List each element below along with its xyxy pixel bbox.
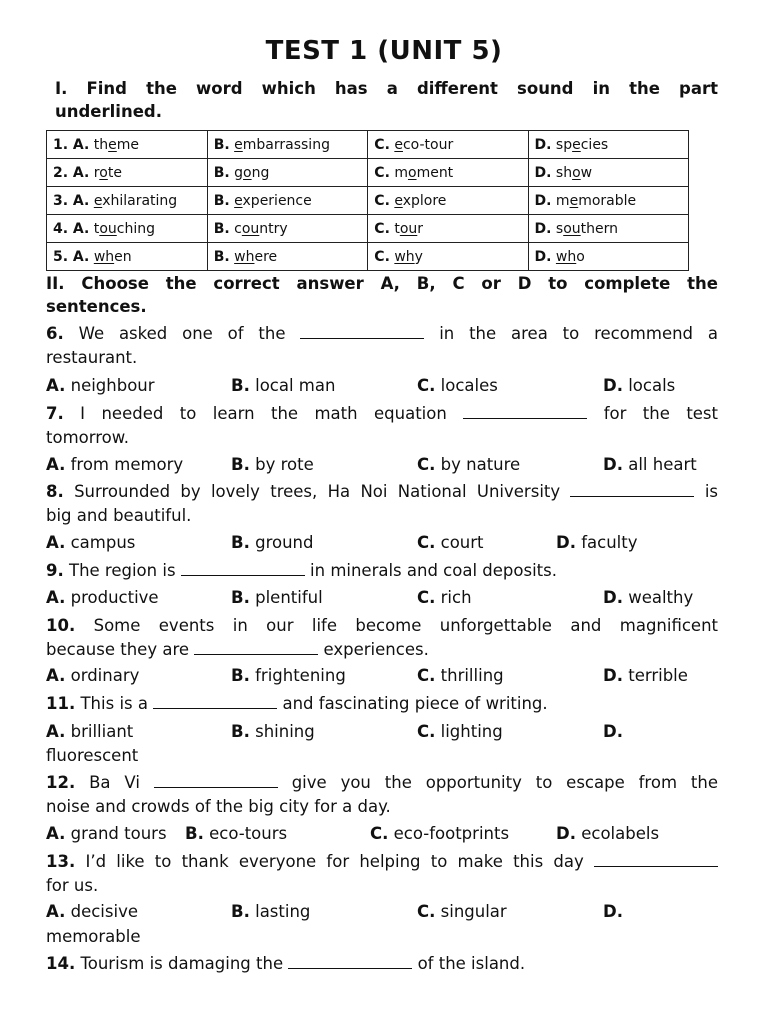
underlined-part: wh	[394, 248, 415, 265]
underlined-part: ou	[563, 220, 581, 237]
underlined-part: e	[234, 136, 243, 153]
question-number: 6.	[46, 324, 64, 343]
option-d[interactable]: ecolabels	[581, 824, 660, 843]
option-label: B.	[213, 192, 230, 209]
option-a[interactable]: decisive	[70, 902, 138, 921]
option-c[interactable]: rich	[440, 588, 472, 607]
answer-blank	[154, 773, 278, 788]
question-13: 13. I’d like to thank everyone for helping to make this day	[46, 850, 718, 873]
section-2-heading	[46, 272, 718, 318]
question-12-cont: noise and crowds of the big city for a day.	[46, 797, 391, 816]
option-label: B.	[213, 136, 230, 153]
option-b[interactable]: frightening	[255, 666, 346, 685]
table-cell[interactable]: B. where	[207, 243, 368, 271]
table-cell[interactable]: B. embarrassing	[207, 131, 368, 159]
option-d[interactable]: wealthy	[628, 588, 694, 607]
option-label: C.	[374, 192, 390, 209]
question-10: 10. Some events in our life become unforgettable and magnificent	[46, 616, 718, 635]
option-c[interactable]: by nature	[440, 455, 521, 474]
underlined-part: o	[99, 164, 108, 181]
question-number: 12.	[46, 773, 76, 792]
underlined-part: e	[93, 192, 103, 209]
underlined-part: e	[394, 136, 403, 153]
answer-blank	[288, 954, 412, 969]
option-label: 2. A.	[53, 164, 90, 181]
option-label: D.	[534, 220, 552, 237]
option-label: C.	[374, 248, 390, 265]
option-label: B.	[213, 220, 230, 237]
answer-blank	[594, 852, 718, 867]
option-b[interactable]: by rote	[255, 455, 314, 474]
table-cell[interactable]: 4. A. touching	[47, 215, 208, 243]
option-label: 5. A.	[53, 248, 90, 265]
question-14: 14. Tourism is damaging the of the island.	[46, 954, 526, 973]
question-13-option-d[interactable]: memorable	[46, 927, 141, 946]
section-2-heading-line1: II. Choose the correct answer A, B, C or D to complete the	[46, 274, 718, 293]
underlined-part: o	[407, 164, 417, 181]
option-a[interactable]: brilliant	[70, 722, 134, 741]
answer-blank	[300, 324, 424, 339]
option-d[interactable]: terrible	[628, 666, 688, 685]
option-c[interactable]: singular	[440, 902, 507, 921]
table-row	[47, 215, 689, 243]
underlined-part: ou	[99, 220, 117, 237]
question-8-cont: big and beautiful.	[46, 506, 192, 525]
option-c[interactable]: thrilling	[440, 666, 504, 685]
option-c[interactable]: court	[440, 533, 484, 552]
question-number: 7.	[46, 404, 64, 423]
option-label: 1. A.	[53, 136, 90, 153]
table-cell[interactable]: B. experience	[207, 187, 368, 215]
underlined-part: ou	[241, 220, 260, 237]
option-label: B.	[213, 164, 230, 181]
question-6: 6. We asked one of the in the area to recommend a	[46, 324, 718, 343]
question-13-cont: for us.	[46, 876, 99, 895]
table-cell[interactable]: C. why	[368, 243, 528, 271]
option-d[interactable]: faculty	[581, 533, 638, 552]
option-label: C.	[374, 220, 390, 237]
underlined-part: ou	[399, 220, 418, 237]
option-label: D.	[534, 164, 552, 181]
table-cell[interactable]: 2. A. rote	[47, 159, 208, 187]
section-1-heading	[55, 77, 718, 123]
table-cell[interactable]: B. gong	[207, 159, 368, 187]
question-8: 8. Surrounded by lovely trees, Ha Noi National University is	[46, 482, 719, 501]
option-a[interactable]: campus	[70, 533, 136, 552]
option-label: D.	[534, 192, 552, 209]
question-12: 12. Ba Vi give you the opportunity to escape from the	[46, 773, 718, 792]
table-cell[interactable]: 5. A. when	[47, 243, 208, 271]
answer-blank	[153, 694, 277, 709]
question-number: 14.	[46, 954, 76, 973]
option-b[interactable]: plentiful	[255, 588, 323, 607]
section-2-heading-line2: sentences.	[46, 297, 147, 316]
question-number: 13.	[46, 852, 76, 871]
answer-blank	[181, 561, 305, 576]
underlined-part: o	[243, 164, 252, 181]
underlined-part: wh	[93, 248, 115, 265]
question-9: 9. The region is in minerals and coal deposits.	[46, 561, 557, 580]
underlined-part: e	[394, 192, 403, 209]
option-a[interactable]: neighbour	[70, 376, 155, 395]
option-b[interactable]: eco-tours	[209, 824, 288, 843]
option-label: C.	[374, 136, 390, 153]
option-b[interactable]: lasting	[255, 902, 311, 921]
question-number: 10.	[46, 616, 76, 635]
option-label: C.	[374, 164, 390, 181]
question-7-cont: tomorrow.	[46, 428, 129, 447]
underlined-part: e	[569, 192, 579, 209]
option-a[interactable]: from memory	[70, 455, 184, 474]
question-11: 11. This is a and fascinating piece of writing.	[46, 694, 548, 713]
option-a[interactable]: ordinary	[70, 666, 140, 685]
option-label: D.	[534, 248, 552, 265]
table-cell[interactable]: D. species	[528, 131, 688, 159]
table-row	[47, 131, 689, 159]
section-1-heading-line1: I. Find the word which has a different sound in the part	[55, 79, 718, 98]
question-11-option-d[interactable]: fluorescent	[46, 746, 139, 765]
table-cell[interactable]: 3. A. exhilarating	[47, 187, 208, 215]
option-c[interactable]: lighting	[440, 722, 503, 741]
table-row	[47, 243, 689, 271]
question-7: 7. I needed to learn the math equation for the test	[46, 404, 719, 423]
option-label: B.	[213, 248, 230, 265]
table-cell[interactable]: D. southern	[528, 215, 688, 243]
underlined-part: e	[572, 136, 581, 153]
option-c[interactable]: locales	[440, 376, 498, 395]
table-cell[interactable]: D. who	[528, 243, 688, 271]
answer-blank	[463, 404, 587, 419]
answer-blank	[194, 640, 318, 655]
table-cell[interactable]: 1. A. theme	[47, 131, 208, 159]
table-cell[interactable]: C. tour	[368, 215, 528, 243]
underlined-part: e	[108, 136, 117, 153]
option-a[interactable]: productive	[70, 588, 159, 607]
table-row	[47, 187, 689, 215]
table-cell[interactable]: D. memorable	[528, 187, 688, 215]
table-row	[47, 159, 689, 187]
table-cell[interactable]: B. country	[207, 215, 368, 243]
question-number: 11.	[46, 694, 76, 713]
option-b[interactable]: ground	[255, 533, 314, 552]
underlined-part: wh	[555, 248, 577, 265]
section-1-heading-line2: underlined.	[55, 102, 162, 121]
option-c[interactable]: eco-footprints	[393, 824, 510, 843]
pronunciation-table	[46, 130, 689, 271]
underlined-part: wh	[234, 248, 255, 265]
question-6-cont: restaurant.	[46, 348, 138, 367]
option-label: 3. A.	[53, 192, 90, 209]
question-10-cont: because they are experiences.	[46, 640, 429, 659]
underlined-part: e	[234, 192, 243, 209]
option-label: 4. A.	[53, 220, 90, 237]
option-b[interactable]: local man	[255, 376, 336, 395]
answer-blank	[570, 482, 694, 497]
option-label: D.	[534, 136, 552, 153]
option-b[interactable]: shining	[255, 722, 315, 741]
question-number: 8.	[46, 482, 64, 501]
table-cell[interactable]: C. eco-tour	[368, 131, 528, 159]
option-d[interactable]: locals	[628, 376, 676, 395]
table-cell[interactable]: D. show	[528, 159, 688, 187]
option-d[interactable]: all heart	[628, 455, 697, 474]
table-cell[interactable]: C. explore	[368, 187, 528, 215]
table-cell[interactable]: C. moment	[368, 159, 528, 187]
underlined-part: o	[572, 164, 581, 181]
question-number: 9.	[46, 561, 64, 580]
page-title: TEST 1 (UNIT 5)	[265, 36, 503, 66]
option-a[interactable]: grand tours	[70, 824, 167, 843]
